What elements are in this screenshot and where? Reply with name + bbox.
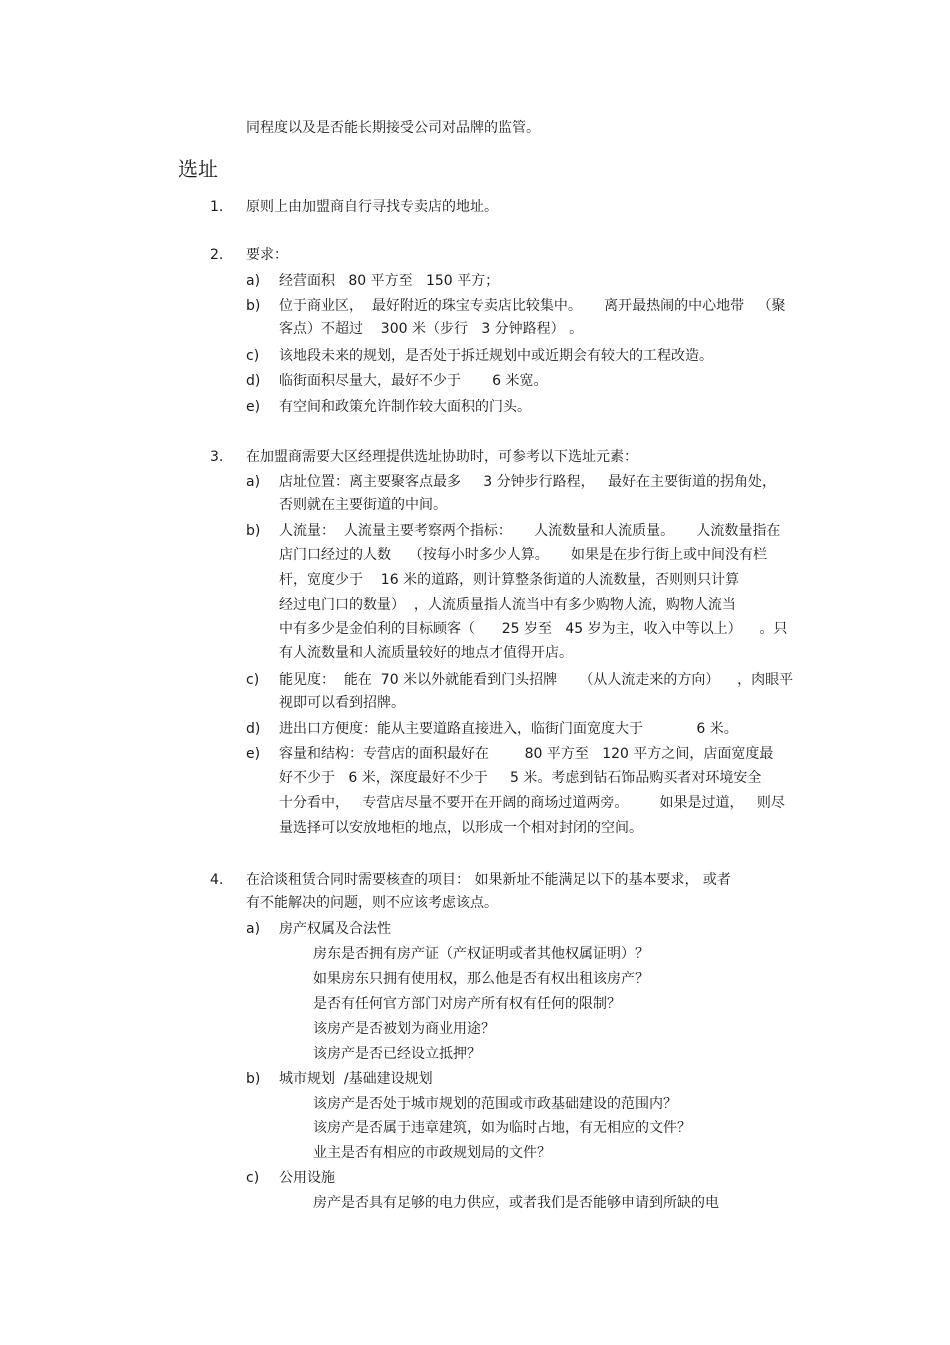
check-question: 该房产是否已经设立抵押？	[313, 1046, 481, 1062]
sub-text: 房产权属及合法性	[279, 921, 391, 937]
sub-text: 视即可以看到招牌。	[279, 695, 405, 711]
sub-label: b)	[246, 298, 261, 314]
sub-text: 经营面积 80 平方至 150 平方；	[279, 273, 500, 289]
sub-text: 否则就在主要街道的中间。	[279, 497, 447, 513]
item-number: 3.	[210, 449, 224, 465]
sub-text: 经过电门口的数量） ，人流质量指人流当中有多少购物人流，购物人流当	[279, 597, 736, 613]
sub-text: 十分看中， 专营店尽量不要开在开阔的商场过道两旁。 如果是过道， 则尽	[279, 795, 785, 811]
sub-text: 临街面积尽量大，最好不少于 6 米宽。	[279, 373, 548, 389]
sub-text: 店门口经过的人数 （按每小时多少人算。 如果是在步行街上或中间没有栏	[279, 547, 768, 563]
sub-text: 中有多少是金伯利的目标顾客（ 25 岁至 45 岁为主，收入中等以上） 。只	[279, 621, 788, 637]
check-question: 房产是否具有足够的电力供应，或者我们是否能够申请到所缺的电	[313, 1195, 719, 1211]
sub-label: c)	[246, 348, 260, 364]
item-text: 有不能解决的问题，则不应该考虑该点。	[246, 895, 498, 911]
item-number: 2.	[210, 247, 224, 263]
sub-label: c)	[246, 672, 260, 688]
sub-text: 位于商业区， 最好附近的珠宝专卖店比较集中。 离开最热闹的中心地带 （聚	[279, 298, 786, 314]
sub-label: c)	[246, 1170, 260, 1186]
sub-label: d)	[246, 373, 261, 389]
sub-label: a)	[246, 273, 261, 289]
item-text: 在加盟商需要大区经理提供选址协助时，可参考以下选址元素：	[246, 449, 638, 465]
item-text: 在洽谈租赁合同时需要核查的项目： 如果新址不能满足以下的基本要求， 或者	[246, 872, 731, 888]
check-question: 如果房东只拥有使用权，那么他是否有权出租该房产？	[313, 971, 649, 987]
sub-label: b)	[246, 523, 261, 539]
sub-text: 能见度： 能在 70 米以外就能看到门头招牌 （从人流走来的方向） ，肉眼平	[279, 672, 794, 688]
sub-text: 进出口方便度：能从主要道路直接进入，临街门面宽度大于 6 米。	[279, 721, 738, 737]
check-question: 业主是否有相应的市政规划局的文件？	[313, 1145, 551, 1161]
sub-label: a)	[246, 474, 261, 490]
sub-label: d)	[246, 721, 261, 737]
sub-text: 店址位置：离主要聚客点最多 3 分钟步行路程， 最好在主要街道的拐角处，	[279, 474, 776, 490]
sub-text: 人流量： 人流量主要考察两个指标： 人流数量和人流质量。 人流数量指在	[279, 523, 781, 539]
sub-text: 容量和结构：专营店的面积最好在 80 平方至 120 平方之间，店面宽度最	[279, 746, 774, 762]
sub-label: e)	[246, 746, 261, 762]
intro-line: 同程度以及是否能长期接受公司对品牌的监管。	[246, 120, 540, 136]
section-heading: 选址	[178, 157, 218, 181]
sub-label: b)	[246, 1071, 261, 1087]
sub-text: 量选择可以安放地柜的地点，以形成一个相对封闭的空间。	[279, 820, 643, 836]
check-question: 是否有任何官方部门对房产所有权有任何的限制？	[313, 996, 621, 1012]
sub-text: 客点）不超过 300 米（步行 3 分钟路程） 。	[279, 321, 584, 337]
item-text: 原则上由加盟商自行寻找专卖店的地址。	[246, 199, 498, 215]
sub-text: 杆，宽度少于 16 米的道路，则计算整条街道的人流数量，否则则只计算	[279, 572, 740, 588]
sub-text: 城市规划 /基础建设规划	[279, 1071, 433, 1087]
item-text: 要求：	[246, 247, 288, 263]
check-question: 该房产是否属于违章建筑，如为临时占地，有无相应的文件？	[313, 1120, 691, 1136]
check-question: 该房产是否处于城市规划的范围或市政基础建设的范围内？	[313, 1096, 677, 1112]
sub-text: 有人流数量和人流质量较好的地点才值得开店。	[279, 645, 573, 661]
sub-text: 公用设施	[279, 1170, 335, 1186]
check-question: 房东是否拥有房产证（产权证明或者其他权属证明）？	[313, 946, 649, 962]
sub-text: 有空间和政策允许制作较大面积的门头。	[279, 399, 531, 415]
item-number: 1.	[210, 199, 224, 215]
sub-text: 该地段未来的规划，是否处于拆迁规划中或近期会有较大的工程改造。	[279, 348, 713, 364]
item-number: 4.	[210, 872, 224, 888]
sub-text: 好不少于 6 米，深度最好不少于 5 米。考虑到钻石饰品购买者对环境安全	[279, 770, 762, 786]
sub-label: a)	[246, 921, 261, 937]
sub-label: e)	[246, 399, 261, 415]
check-question: 该房产是否被划为商业用途？	[313, 1021, 495, 1037]
